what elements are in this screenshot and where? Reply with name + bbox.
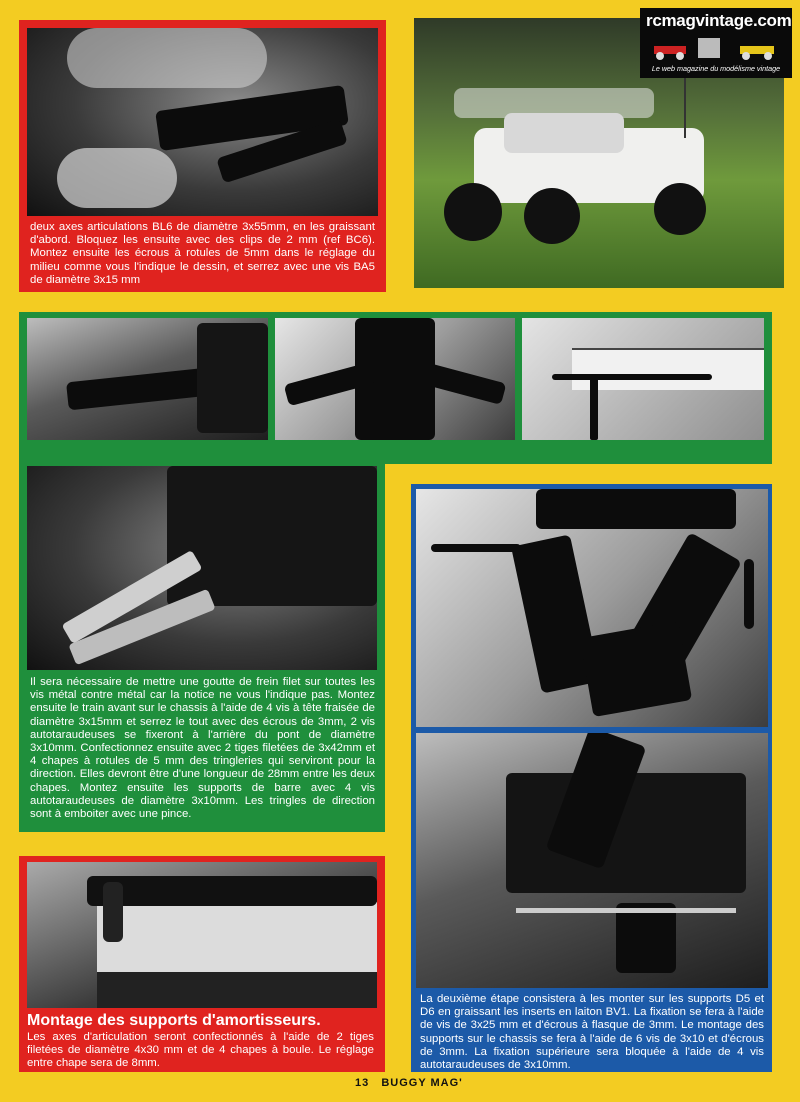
logo-subtitle: Le web magazine du modélisme vintage <box>651 64 781 73</box>
photo-shock-supports-mounted <box>416 733 768 988</box>
photo-pliers-steering-link <box>27 466 377 670</box>
photo-tie-rod-ruler <box>522 318 764 440</box>
site-logo[interactable] <box>640 8 792 78</box>
section-heading: Montage des supports d'amortisseurs. <box>27 1012 321 1029</box>
photo-front-arm-side <box>27 318 268 440</box>
logo-illustration <box>650 34 782 62</box>
photo-ball-links-ruler <box>27 862 377 1008</box>
magazine-name: BUGGY MAG' <box>381 1077 463 1089</box>
caption-top-left: deux axes articulations BL6 de diamètre 3x55mm, en les graissant d'abord. Bloquez les ensuite avec des clips de 2 mm (ref BC6). Montez ensuite les écrous à rotules de 5mm dans le réglage du milieu comme vous l'indique le dessin, et serrez avec une vis BA5 de diamètre 3x15 mm <box>30 221 375 286</box>
caption-bottom-right: La deuxième étape consistera à les monter sur les supports D5 et D6 en graissant les inserts en laiton BV1. La fixation se fera à l'aide de vis de 3x25 mm et d'écrous à flasque de 3mm. Le montage des supports sur le chassis se fera à l'aide de 6 vis de 3x10 et d'écrous de 3mm. La fixation supérieure sera bloquée à l'aide de 4 vis autotaraudeuses de 3x10mm. <box>420 993 764 1072</box>
photo-suspension-arm-assembly <box>27 28 378 216</box>
photo-front-axle-assembly <box>275 318 515 440</box>
logo-title: rcmagvintage.com <box>646 11 792 30</box>
page-footer <box>355 1077 463 1089</box>
caption-bottom-left: Les axes d'articulation seront confectionnés à l'aide de 2 tiges filetées de diamètre 4x30 mm et de 4 chapes à boule. Le réglage entre chape sera de 8mm. <box>27 1031 374 1070</box>
caption-middle-left: Il sera nécessaire de mettre une goutte de frein filet sur toutes les vis métal contre métal car la notice ne vous l'indique pas. Montez ensuite le train avant sur le chassis à l'aide de 4 vis à tête fraisée de diamètre 3x15mm et serrez le tout avec des écrous de 3mm, 2 vis autotaraudeuses se fixeront à l'arrière du pont de diamètre 3x10mm. Confectionnez ensuite avec 2 tiges filetées de 3x42mm et 4 chapes à rotules de 5 mm des tringleries qui serviront pour la direction. Elles devront être d'une longueur de 28mm entre les deux chapes. Montez ensuite les supports de barre avec 4 vis autotaraudeuses de diamètre 3x10mm. Les tringles de direction sont à emboiter avec une pince. <box>30 676 375 821</box>
photo-shock-supports-parts <box>416 489 768 727</box>
page-number: 13 <box>355 1077 370 1089</box>
